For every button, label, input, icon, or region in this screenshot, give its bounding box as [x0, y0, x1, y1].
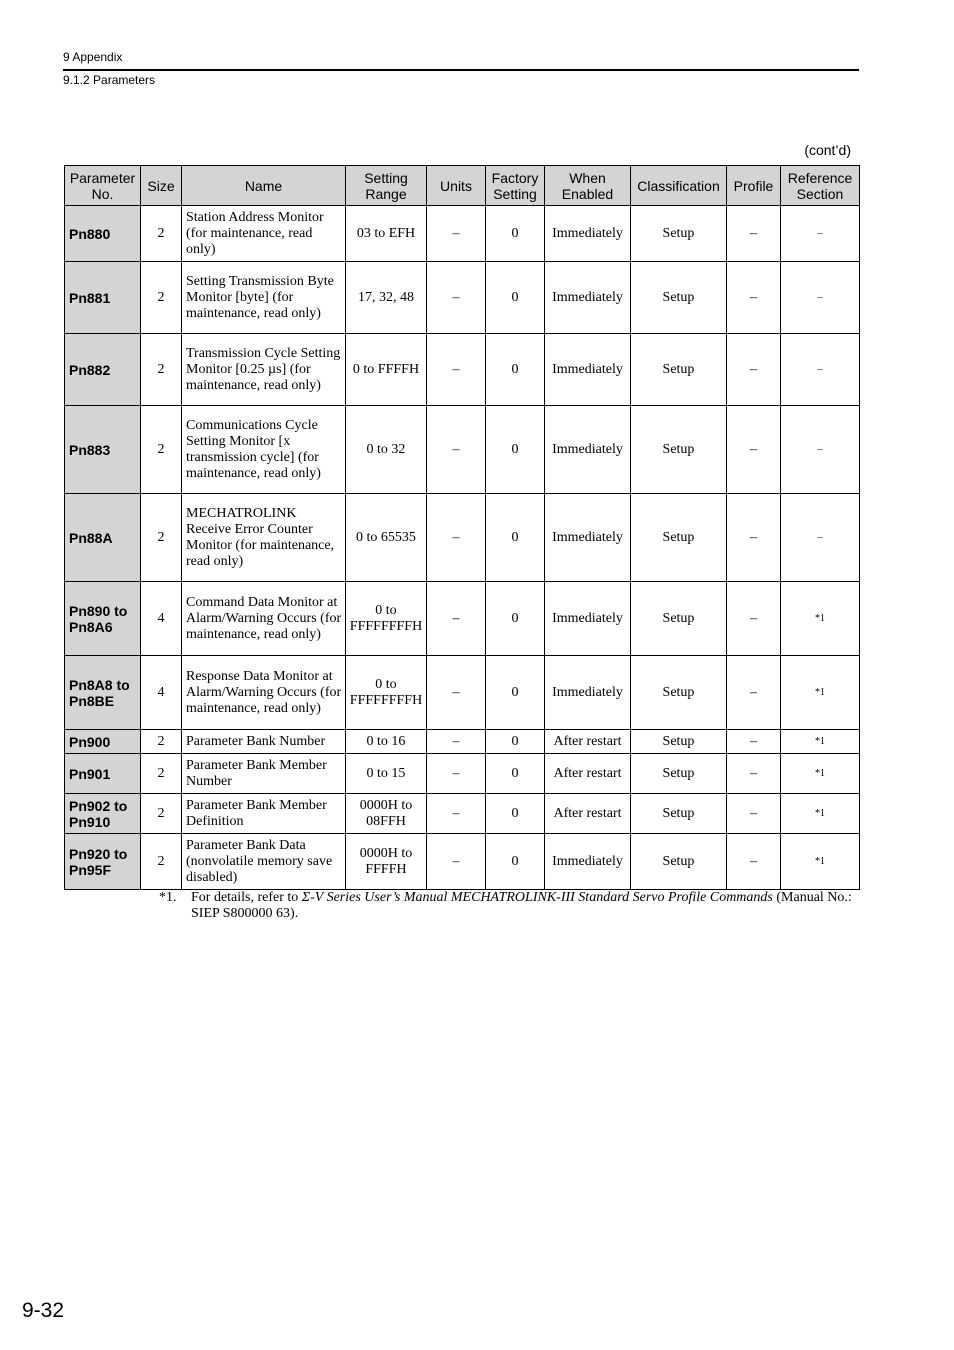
setting-range-cell: 0 to 15 — [346, 754, 427, 794]
table-row — [65, 834, 860, 890]
factory-setting-cell: 0 — [486, 262, 545, 334]
classification-cell: Setup — [631, 834, 727, 890]
setting-range-cell: 03 to EFH — [346, 206, 427, 262]
reference-cell: – — [781, 494, 860, 582]
factory-setting-cell: 0 — [486, 582, 545, 656]
param-no-cell: Pn882 — [65, 334, 141, 406]
setting-range-cell: 0 to 65535 — [346, 494, 427, 582]
units-cell: – — [427, 730, 486, 754]
setting-range-cell: 0 to 16 — [346, 730, 427, 754]
size-cell: 2 — [141, 754, 182, 794]
reference-cell: – — [781, 262, 860, 334]
units-cell: – — [427, 834, 486, 890]
col-header: When Enabled — [545, 166, 631, 206]
when-enabled-cell: Immediately — [545, 582, 631, 656]
size-cell: 2 — [141, 730, 182, 754]
name-cell: Setting Transmission Byte Monitor [byte] (for maintenance, read only) — [182, 262, 346, 334]
param-no-cell: Pn880 — [65, 206, 141, 262]
size-cell: 2 — [141, 834, 182, 890]
size-cell: 4 — [141, 656, 182, 730]
reference-cell: *1 — [781, 754, 860, 794]
col-header: Size — [141, 166, 182, 206]
classification-cell: Setup — [631, 754, 727, 794]
reference-cell: *1 — [781, 582, 860, 656]
units-cell: – — [427, 656, 486, 730]
param-no-cell: Pn900 — [65, 730, 141, 754]
reference-cell: *1 — [781, 834, 860, 890]
size-cell: 2 — [141, 794, 182, 834]
profile-cell: – — [727, 834, 781, 890]
classification-cell: Setup — [631, 262, 727, 334]
size-cell: 2 — [141, 406, 182, 494]
classification-cell: Setup — [631, 494, 727, 582]
factory-setting-cell: 0 — [486, 730, 545, 754]
units-cell: – — [427, 334, 486, 406]
parameters-table — [64, 165, 860, 890]
when-enabled-cell: Immediately — [545, 494, 631, 582]
table-row — [65, 794, 860, 834]
setting-range-cell: 0 to FFFFFFFFH — [346, 582, 427, 656]
table-row — [65, 730, 860, 754]
manual-title: Σ-V Series User’s Manual MECHATROLINK-III Standard Servo Profile Commands — [301, 890, 773, 905]
name-cell: Parameter Bank Number — [182, 730, 346, 754]
classification-cell: Setup — [631, 730, 727, 754]
param-no-cell: Pn890 to Pn8A6 — [65, 582, 141, 656]
size-cell: 4 — [141, 582, 182, 656]
size-cell: 2 — [141, 206, 182, 262]
factory-setting-cell: 0 — [486, 754, 545, 794]
when-enabled-cell: After restart — [545, 794, 631, 834]
table-row — [65, 494, 860, 582]
units-cell: – — [427, 582, 486, 656]
col-header: Parameter No. — [65, 166, 141, 206]
setting-range-cell: 0000H to FFFFH — [346, 834, 427, 890]
col-header: Units — [427, 166, 486, 206]
reference-cell: – — [781, 206, 860, 262]
profile-cell: – — [727, 794, 781, 834]
units-cell: – — [427, 406, 486, 494]
classification-cell: Setup — [631, 656, 727, 730]
col-header: Name — [182, 166, 346, 206]
profile-cell: – — [727, 262, 781, 334]
units-cell: – — [427, 754, 486, 794]
profile-cell: – — [727, 334, 781, 406]
profile-cell: – — [727, 730, 781, 754]
when-enabled-cell: Immediately — [545, 656, 631, 730]
when-enabled-cell: After restart — [545, 730, 631, 754]
table-row — [65, 656, 860, 730]
table-header-row — [65, 166, 860, 206]
setting-range-cell: 0 to FFFFH — [346, 334, 427, 406]
param-no-cell: Pn920 to Pn95F — [65, 834, 141, 890]
footnote-suffix: (Manual No.: SIEP S800000 63). — [191, 890, 852, 921]
param-no-cell: Pn8A8 to Pn8BE — [65, 656, 141, 730]
continued-label: (cont’d) — [804, 142, 851, 158]
param-no-cell: Pn88A — [65, 494, 141, 582]
footnote-text — [191, 890, 859, 922]
factory-setting-cell: 0 — [486, 206, 545, 262]
factory-setting-cell: 0 — [486, 334, 545, 406]
when-enabled-cell: Immediately — [545, 206, 631, 262]
name-cell: Command Data Monitor at Alarm/Warning Occurs (for maintenance, read only) — [182, 582, 346, 656]
table-row — [65, 334, 860, 406]
table-row — [65, 754, 860, 794]
footnote-prefix: For details, refer to — [191, 890, 302, 905]
classification-cell: Setup — [631, 406, 727, 494]
chapter-header: 9 Appendix — [63, 50, 123, 64]
setting-range-cell: 17, 32, 48 — [346, 262, 427, 334]
col-header: Setting Range — [346, 166, 427, 206]
classification-cell: Setup — [631, 206, 727, 262]
when-enabled-cell: Immediately — [545, 834, 631, 890]
param-no-cell: Pn902 to Pn910 — [65, 794, 141, 834]
reference-cell: – — [781, 406, 860, 494]
name-cell: Response Data Monitor at Alarm/Warning Occurs (for maintenance, read only) — [182, 656, 346, 730]
when-enabled-cell: Immediately — [545, 262, 631, 334]
profile-cell: – — [727, 754, 781, 794]
setting-range-cell: 0000H to 08FFH — [346, 794, 427, 834]
table-row — [65, 406, 860, 494]
classification-cell: Setup — [631, 582, 727, 656]
name-cell: Communications Cycle Setting Monitor [x transmission cycle] (for maintenance, read only) — [182, 406, 346, 494]
reference-cell: *1 — [781, 730, 860, 754]
units-cell: – — [427, 206, 486, 262]
size-cell: 2 — [141, 494, 182, 582]
profile-cell: – — [727, 206, 781, 262]
page-number: 9-32 — [22, 1299, 65, 1322]
footnote-mark: *1. — [159, 890, 177, 905]
when-enabled-cell: Immediately — [545, 334, 631, 406]
classification-cell: Setup — [631, 794, 727, 834]
param-no-cell: Pn881 — [65, 262, 141, 334]
table-row — [65, 262, 860, 334]
units-cell: – — [427, 262, 486, 334]
when-enabled-cell: After restart — [545, 754, 631, 794]
name-cell: Transmission Cycle Setting Monitor [0.25 µs] (for maintenance, read only) — [182, 334, 346, 406]
table-row — [65, 582, 860, 656]
classification-cell: Setup — [631, 334, 727, 406]
profile-cell: – — [727, 582, 781, 656]
profile-cell: – — [727, 656, 781, 730]
name-cell: Parameter Bank Member Definition — [182, 794, 346, 834]
reference-cell: – — [781, 334, 860, 406]
units-cell: – — [427, 794, 486, 834]
col-header: Reference Section — [781, 166, 860, 206]
param-no-cell: Pn901 — [65, 754, 141, 794]
name-cell: Station Address Monitor (for maintenance, read only) — [182, 206, 346, 262]
header-rule — [63, 69, 859, 71]
col-header: Profile — [727, 166, 781, 206]
factory-setting-cell: 0 — [486, 406, 545, 494]
name-cell: MECHATROLINK Receive Error Counter Monitor (for maintenance, read only) — [182, 494, 346, 582]
factory-setting-cell: 0 — [486, 656, 545, 730]
when-enabled-cell: Immediately — [545, 406, 631, 494]
col-header: Factory Setting — [486, 166, 545, 206]
reference-cell: *1 — [781, 656, 860, 730]
table-row — [65, 206, 860, 262]
param-no-cell: Pn883 — [65, 406, 141, 494]
col-header: Classification — [631, 166, 727, 206]
units-cell: – — [427, 494, 486, 582]
factory-setting-cell: 0 — [486, 794, 545, 834]
size-cell: 2 — [141, 334, 182, 406]
setting-range-cell: 0 to 32 — [346, 406, 427, 494]
factory-setting-cell: 0 — [486, 494, 545, 582]
size-cell: 2 — [141, 262, 182, 334]
reference-cell: *1 — [781, 794, 860, 834]
profile-cell: – — [727, 494, 781, 582]
profile-cell: – — [727, 406, 781, 494]
setting-range-cell: 0 to FFFFFFFFH — [346, 656, 427, 730]
factory-setting-cell: 0 — [486, 834, 545, 890]
name-cell: Parameter Bank Member Number — [182, 754, 346, 794]
section-header: 9.1.2 Parameters — [63, 73, 156, 87]
name-cell: Parameter Bank Data (nonvolatile memory save disabled) — [182, 834, 346, 890]
